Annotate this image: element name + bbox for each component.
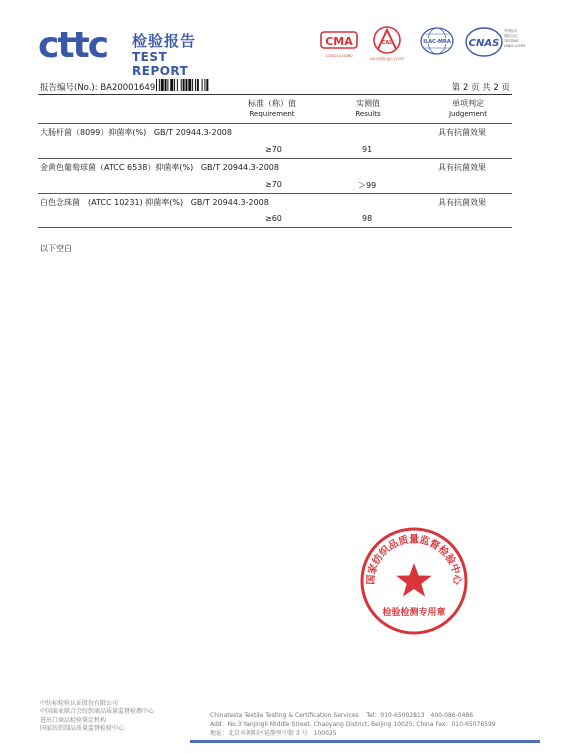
footer-org: 中国商业联合会纺织商品质量监督检测中心: [40, 708, 155, 716]
col-header-judgement-cn: 单项判定: [452, 99, 484, 108]
cnas-mark-icon: [464, 24, 528, 64]
row-requirement: ≥70: [265, 145, 282, 154]
footer-tel: Tel：010-65002813 400-086-0486: [366, 712, 474, 719]
row-judgement: 具有抗菌效果: [438, 163, 486, 172]
footer-fax: Fax：010-65076599: [435, 721, 496, 728]
logo-mark: [38, 26, 107, 66]
report-number-value: BA20001649: [100, 83, 156, 93]
cal-sub: (2017)国认监认字(2)号: [369, 57, 405, 61]
col-header-requirement-en: Requirement: [249, 110, 295, 118]
col-header-judgement-en: Judgement: [448, 110, 487, 118]
cma-mark-icon: [318, 24, 360, 64]
official-seal-icon: [358, 525, 470, 637]
cma-label: CMA: [325, 35, 353, 48]
table-rule: [38, 123, 512, 124]
footer-org-list: [40, 700, 154, 733]
cal-label: CAL: [381, 40, 393, 46]
footer-address-en: Add：No.3 Yanjingli Middle Street, Chaoyang District, Beijing 10025, China: [210, 721, 434, 728]
col-header-results: [338, 98, 398, 120]
page-number: 第 2 页 共 2 页: [451, 83, 510, 93]
row-requirement: ≥70: [265, 180, 282, 189]
table-rule: [38, 158, 512, 159]
seal-ring-text: 国家纺织品质量监督检验中心: [365, 534, 463, 586]
footer-company: Chinatesta Textile Testing & Certification Services: [210, 712, 359, 719]
title-cn: 检验报告: [132, 32, 197, 50]
report-number: [40, 81, 155, 93]
table-rule: [38, 193, 512, 194]
title-en: TEST REPORT: [132, 50, 189, 78]
col-header-results-cn: 实测值: [356, 99, 380, 108]
ilac-label: ILAC-MRA: [423, 39, 451, 45]
header-rule: [38, 94, 512, 95]
row-result: 98: [362, 214, 373, 223]
footer-address-cn: 地址：北京市朝阳区延静里中街 3 号 100025: [210, 730, 337, 737]
row-item: 白色念珠菌 (ATCC 10231) 抑菌率(%): [40, 198, 184, 207]
ilac-mra-mark-icon: [416, 24, 458, 64]
cnas-label: CNAS: [468, 38, 500, 49]
col-header-judgement: [430, 98, 506, 120]
cal-mark-icon: [366, 24, 408, 64]
barcode-icon: [156, 79, 246, 91]
footer-org: 中纺标检验认证股份有限公司: [40, 700, 119, 707]
logo-mark-text: cttc: [38, 25, 108, 66]
cttc-logo: [38, 25, 228, 78]
end-note: 以下空白: [40, 244, 72, 253]
footer-bar: [190, 740, 540, 743]
row-judgement: 具有抗菌效果: [438, 198, 486, 207]
footer-contact: [210, 711, 496, 738]
row-result: ＞99: [358, 181, 377, 190]
seal-bottom-text: 检验检测专用章: [382, 608, 446, 618]
cnas-sub-3: TESTING: [504, 39, 519, 43]
cnas-sub-1: 中国认可: [504, 29, 518, 33]
footer-org: 国家纺织制品质量监督检验中心: [40, 724, 125, 732]
row-standard: GB/T 20944.3-2008: [153, 128, 232, 137]
row-item: 大肠杆菌（8099）抑菌率(%): [40, 128, 147, 137]
report-number-label: 报告编号(No.):: [40, 83, 98, 93]
col-header-requirement: [232, 98, 312, 120]
cma-sub: 170021210260: [325, 54, 353, 58]
row-item: 金黄色葡萄球菌（ATCC 6538）抑菌率(%): [40, 163, 194, 172]
row-requirement: ≥60: [265, 214, 282, 223]
row-standard: GB/T 20944.3-2008: [190, 198, 269, 207]
col-header-requirement-cn: 标准（称）值: [248, 99, 296, 108]
table-rule: [38, 227, 512, 228]
row-judgement: 具有抗菌效果: [438, 128, 486, 137]
cnas-sub-4: CNAS L0783: [504, 44, 525, 48]
footer-org: 进出口商品检验鉴定机构: [40, 716, 107, 724]
cnas-sub-2: 国际互认: [504, 34, 518, 38]
col-header-results-en: Results: [355, 110, 381, 118]
row-standard: GB/T 20944.3-2008: [200, 163, 279, 172]
row-result: 91: [362, 145, 373, 154]
